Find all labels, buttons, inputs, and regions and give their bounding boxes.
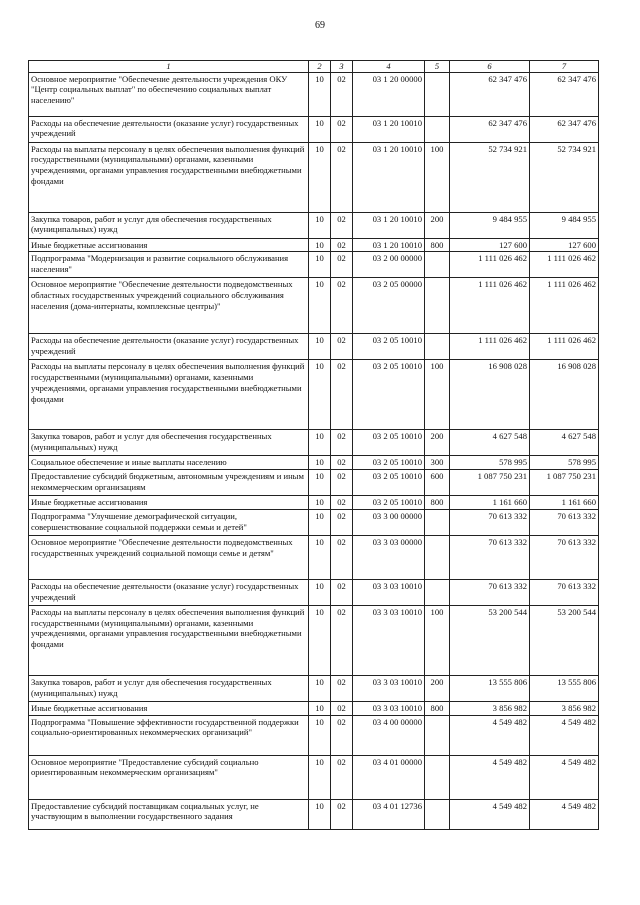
target-article-cell: 03 3 03 00000 — [353, 535, 425, 579]
column-header: 4 — [353, 61, 425, 73]
amount-first-cell: 1 161 660 — [450, 496, 530, 510]
table-body — [29, 72, 599, 829]
target-article-cell: 03 2 05 10010 — [353, 456, 425, 470]
amount-first-cell: 1 111 026 462 — [450, 278, 530, 334]
subsection-code-cell: 02 — [331, 456, 353, 470]
subsection-code-cell: 02 — [331, 116, 353, 142]
amount-second-cell: 1 111 026 462 — [530, 252, 599, 278]
expense-type-cell: 300 — [425, 456, 450, 470]
amount-second-cell: 4 549 482 — [530, 755, 599, 799]
row-name-cell: Расходы на выплаты персоналу в целях обеспечения выполнения функций государственными (муниципальными) органами, казенными учреждениями, органами управления государственными внебюджетными фондами — [29, 360, 309, 430]
row-name-cell: Основное мероприятие "Обеспечение деятельности учреждения ОКУ "Центр социальных выплат" по обеспечению социальных выплат населению" — [29, 72, 309, 116]
subsection-code-cell: 02 — [331, 799, 353, 829]
table-row — [29, 456, 599, 470]
table-row — [29, 238, 599, 252]
section-code-cell: 10 — [309, 278, 331, 334]
amount-second-cell: 70 613 332 — [530, 535, 599, 579]
table-row — [29, 252, 599, 278]
amount-second-cell: 3 856 982 — [530, 701, 599, 715]
target-article-cell: 03 2 05 00000 — [353, 278, 425, 334]
expense-type-cell — [425, 252, 450, 278]
target-article-cell: 03 3 03 10010 — [353, 605, 425, 675]
amount-first-cell: 13 555 806 — [450, 675, 530, 701]
subsection-code-cell: 02 — [331, 509, 353, 535]
expense-type-cell — [425, 799, 450, 829]
table-row — [29, 701, 599, 715]
row-name-cell: Закупка товаров, работ и услуг для обеспечения государственных (муниципальных) нужд — [29, 675, 309, 701]
amount-first-cell: 9 484 955 — [450, 212, 530, 238]
section-code-cell: 10 — [309, 701, 331, 715]
section-code-cell: 10 — [309, 456, 331, 470]
amount-second-cell: 1 111 026 462 — [530, 278, 599, 334]
amount-second-cell: 62 347 476 — [530, 72, 599, 116]
subsection-code-cell: 02 — [331, 252, 353, 278]
column-header: 3 — [331, 61, 353, 73]
section-code-cell: 10 — [309, 142, 331, 212]
section-code-cell: 10 — [309, 212, 331, 238]
row-name-cell: Иные бюджетные ассигнования — [29, 238, 309, 252]
row-name-cell: Подпрограмма "Улучшение демографической ситуации, совершенствование социальной поддержки семьи и детей" — [29, 509, 309, 535]
amount-first-cell: 1 111 026 462 — [450, 252, 530, 278]
subsection-code-cell: 02 — [331, 535, 353, 579]
subsection-code-cell: 02 — [331, 334, 353, 360]
target-article-cell: 03 2 05 10010 — [353, 360, 425, 430]
subsection-code-cell: 02 — [331, 430, 353, 456]
expense-type-cell — [425, 755, 450, 799]
amount-second-cell: 4 627 548 — [530, 430, 599, 456]
amount-second-cell: 13 555 806 — [530, 675, 599, 701]
amount-first-cell: 62 347 476 — [450, 116, 530, 142]
subsection-code-cell: 02 — [331, 278, 353, 334]
table-row — [29, 715, 599, 755]
budget-table — [28, 60, 599, 830]
row-name-cell: Предоставление субсидий бюджетным, автономным учреждениям и иным некоммерческим организациям — [29, 470, 309, 496]
target-article-cell: 03 3 03 10010 — [353, 701, 425, 715]
amount-second-cell: 1 111 026 462 — [530, 334, 599, 360]
expense-type-cell — [425, 715, 450, 755]
expense-type-cell: 100 — [425, 360, 450, 430]
target-article-cell: 03 4 01 12736 — [353, 799, 425, 829]
expense-type-cell: 100 — [425, 605, 450, 675]
column-header: 7 — [530, 61, 599, 73]
amount-first-cell: 4 549 482 — [450, 755, 530, 799]
subsection-code-cell: 02 — [331, 701, 353, 715]
amount-second-cell: 578 995 — [530, 456, 599, 470]
target-article-cell: 03 1 20 00000 — [353, 72, 425, 116]
target-article-cell: 03 2 05 10010 — [353, 430, 425, 456]
subsection-code-cell: 02 — [331, 755, 353, 799]
amount-first-cell: 53 200 544 — [450, 605, 530, 675]
target-article-cell: 03 3 03 10010 — [353, 675, 425, 701]
row-name-cell: Предоставление субсидий поставщикам социальных услуг, не участвующим в выполнении государственного задания — [29, 799, 309, 829]
table-row — [29, 509, 599, 535]
section-code-cell: 10 — [309, 605, 331, 675]
table-row — [29, 430, 599, 456]
subsection-code-cell: 02 — [331, 360, 353, 430]
subsection-code-cell: 02 — [331, 470, 353, 496]
row-name-cell: Основное мероприятие "Предоставление субсидий социально ориентированным некоммерческим организациям" — [29, 755, 309, 799]
table-row — [29, 334, 599, 360]
amount-second-cell: 53 200 544 — [530, 605, 599, 675]
expense-type-cell — [425, 116, 450, 142]
expense-type-cell: 200 — [425, 430, 450, 456]
amount-second-cell: 4 549 482 — [530, 799, 599, 829]
expense-type-cell: 800 — [425, 238, 450, 252]
target-article-cell: 03 2 05 10010 — [353, 496, 425, 510]
table-header-row — [29, 61, 599, 73]
amount-first-cell: 1 087 750 231 — [450, 470, 530, 496]
amount-first-cell: 62 347 476 — [450, 72, 530, 116]
expense-type-cell: 800 — [425, 496, 450, 510]
section-code-cell: 10 — [309, 430, 331, 456]
table-row — [29, 535, 599, 579]
row-name-cell: Иные бюджетные ассигнования — [29, 701, 309, 715]
row-name-cell: Расходы на выплаты персоналу в целях обеспечения выполнения функций государственными (муниципальными) органами, казенными учреждениями, органами управления государственными внебюджетными фондами — [29, 605, 309, 675]
section-code-cell: 10 — [309, 334, 331, 360]
row-name-cell: Закупка товаров, работ и услуг для обеспечения государственных (муниципальных) нужд — [29, 212, 309, 238]
section-code-cell: 10 — [309, 715, 331, 755]
column-header: 6 — [450, 61, 530, 73]
target-article-cell: 03 2 00 00000 — [353, 252, 425, 278]
subsection-code-cell: 02 — [331, 605, 353, 675]
amount-second-cell: 4 549 482 — [530, 715, 599, 755]
table-row — [29, 72, 599, 116]
subsection-code-cell: 02 — [331, 142, 353, 212]
row-name-cell: Расходы на обеспечение деятельности (оказание услуг) государственных учреждений — [29, 579, 309, 605]
amount-second-cell: 1 087 750 231 — [530, 470, 599, 496]
table-row — [29, 278, 599, 334]
target-article-cell: 03 1 20 10010 — [353, 238, 425, 252]
amount-first-cell: 70 613 332 — [450, 535, 530, 579]
table-row — [29, 142, 599, 212]
target-article-cell: 03 2 05 10010 — [353, 470, 425, 496]
amount-second-cell: 52 734 921 — [530, 142, 599, 212]
amount-second-cell: 16 908 028 — [530, 360, 599, 430]
expense-type-cell — [425, 334, 450, 360]
amount-first-cell: 16 908 028 — [450, 360, 530, 430]
expense-type-cell — [425, 535, 450, 579]
section-code-cell: 10 — [309, 799, 331, 829]
target-article-cell: 03 4 00 00000 — [353, 715, 425, 755]
amount-second-cell: 62 347 476 — [530, 116, 599, 142]
amount-first-cell: 70 613 332 — [450, 579, 530, 605]
section-code-cell: 10 — [309, 238, 331, 252]
amount-first-cell: 3 856 982 — [450, 701, 530, 715]
subsection-code-cell: 02 — [331, 715, 353, 755]
column-header: 2 — [309, 61, 331, 73]
target-article-cell: 03 1 20 10010 — [353, 116, 425, 142]
target-article-cell: 03 1 20 10010 — [353, 142, 425, 212]
expense-type-cell — [425, 72, 450, 116]
row-name-cell: Основное мероприятие "Обеспечение деятельности подведомственных государственных учреждений социальной помощи семье и детям" — [29, 535, 309, 579]
subsection-code-cell: 02 — [331, 238, 353, 252]
target-article-cell: 03 1 20 10010 — [353, 212, 425, 238]
amount-first-cell: 578 995 — [450, 456, 530, 470]
section-code-cell: 10 — [309, 496, 331, 510]
subsection-code-cell: 02 — [331, 579, 353, 605]
amount-first-cell: 1 111 026 462 — [450, 334, 530, 360]
subsection-code-cell: 02 — [331, 72, 353, 116]
amount-second-cell: 70 613 332 — [530, 509, 599, 535]
row-name-cell: Подпрограмма "Повышение эффективности государственной поддержки социально-ориентированных некоммерческих организаций" — [29, 715, 309, 755]
subsection-code-cell: 02 — [331, 212, 353, 238]
row-name-cell: Социальное обеспечение и иные выплаты населению — [29, 456, 309, 470]
row-name-cell: Расходы на выплаты персоналу в целях обеспечения выполнения функций государственными (муниципальными) органами, казенными учреждениями, органами управления государственными внебюджетными фондами — [29, 142, 309, 212]
row-name-cell: Иные бюджетные ассигнования — [29, 496, 309, 510]
amount-second-cell: 1 161 660 — [530, 496, 599, 510]
section-code-cell: 10 — [309, 72, 331, 116]
target-article-cell: 03 2 05 10010 — [353, 334, 425, 360]
amount-first-cell: 4 549 482 — [450, 715, 530, 755]
section-code-cell: 10 — [309, 675, 331, 701]
column-header: 1 — [29, 61, 309, 73]
table-row — [29, 579, 599, 605]
expense-type-cell — [425, 579, 450, 605]
table-row — [29, 360, 599, 430]
expense-type-cell: 200 — [425, 212, 450, 238]
expense-type-cell: 200 — [425, 675, 450, 701]
target-article-cell: 03 4 01 00000 — [353, 755, 425, 799]
amount-first-cell: 70 613 332 — [450, 509, 530, 535]
table-row — [29, 799, 599, 829]
table-row — [29, 496, 599, 510]
table-row — [29, 605, 599, 675]
row-name-cell: Закупка товаров, работ и услуг для обеспечения государственных (муниципальных) нужд — [29, 430, 309, 456]
table-row — [29, 212, 599, 238]
amount-first-cell: 52 734 921 — [450, 142, 530, 212]
amount-second-cell: 9 484 955 — [530, 212, 599, 238]
target-article-cell: 03 3 03 10010 — [353, 579, 425, 605]
amount-first-cell: 4 549 482 — [450, 799, 530, 829]
subsection-code-cell: 02 — [331, 675, 353, 701]
section-code-cell: 10 — [309, 360, 331, 430]
expense-type-cell: 100 — [425, 142, 450, 212]
table-row — [29, 675, 599, 701]
section-code-cell: 10 — [309, 755, 331, 799]
target-article-cell: 03 3 00 00000 — [353, 509, 425, 535]
table-row — [29, 755, 599, 799]
row-name-cell: Расходы на обеспечение деятельности (оказание услуг) государственных учреждений — [29, 334, 309, 360]
amount-second-cell: 70 613 332 — [530, 579, 599, 605]
amount-first-cell: 4 627 548 — [450, 430, 530, 456]
amount-first-cell: 127 600 — [450, 238, 530, 252]
section-code-cell: 10 — [309, 535, 331, 579]
row-name-cell: Подпрограмма "Модернизация и развитие социального обслуживания населения" — [29, 252, 309, 278]
page-number: 69 — [315, 20, 325, 31]
expense-type-cell: 800 — [425, 701, 450, 715]
section-code-cell: 10 — [309, 509, 331, 535]
expense-type-cell — [425, 278, 450, 334]
expense-type-cell — [425, 509, 450, 535]
section-code-cell: 10 — [309, 470, 331, 496]
subsection-code-cell: 02 — [331, 496, 353, 510]
expense-type-cell: 600 — [425, 470, 450, 496]
section-code-cell: 10 — [309, 252, 331, 278]
table-row — [29, 470, 599, 496]
row-name-cell: Расходы на обеспечение деятельности (оказание услуг) государственных учреждений — [29, 116, 309, 142]
column-header: 5 — [425, 61, 450, 73]
section-code-cell: 10 — [309, 579, 331, 605]
row-name-cell: Основное мероприятие "Обеспечение деятельности подведомственных областных государственных учреждений социального обслуживания населения (дома-интернаты, комплексные центры)" — [29, 278, 309, 334]
section-code-cell: 10 — [309, 116, 331, 142]
amount-second-cell: 127 600 — [530, 238, 599, 252]
table-row — [29, 116, 599, 142]
